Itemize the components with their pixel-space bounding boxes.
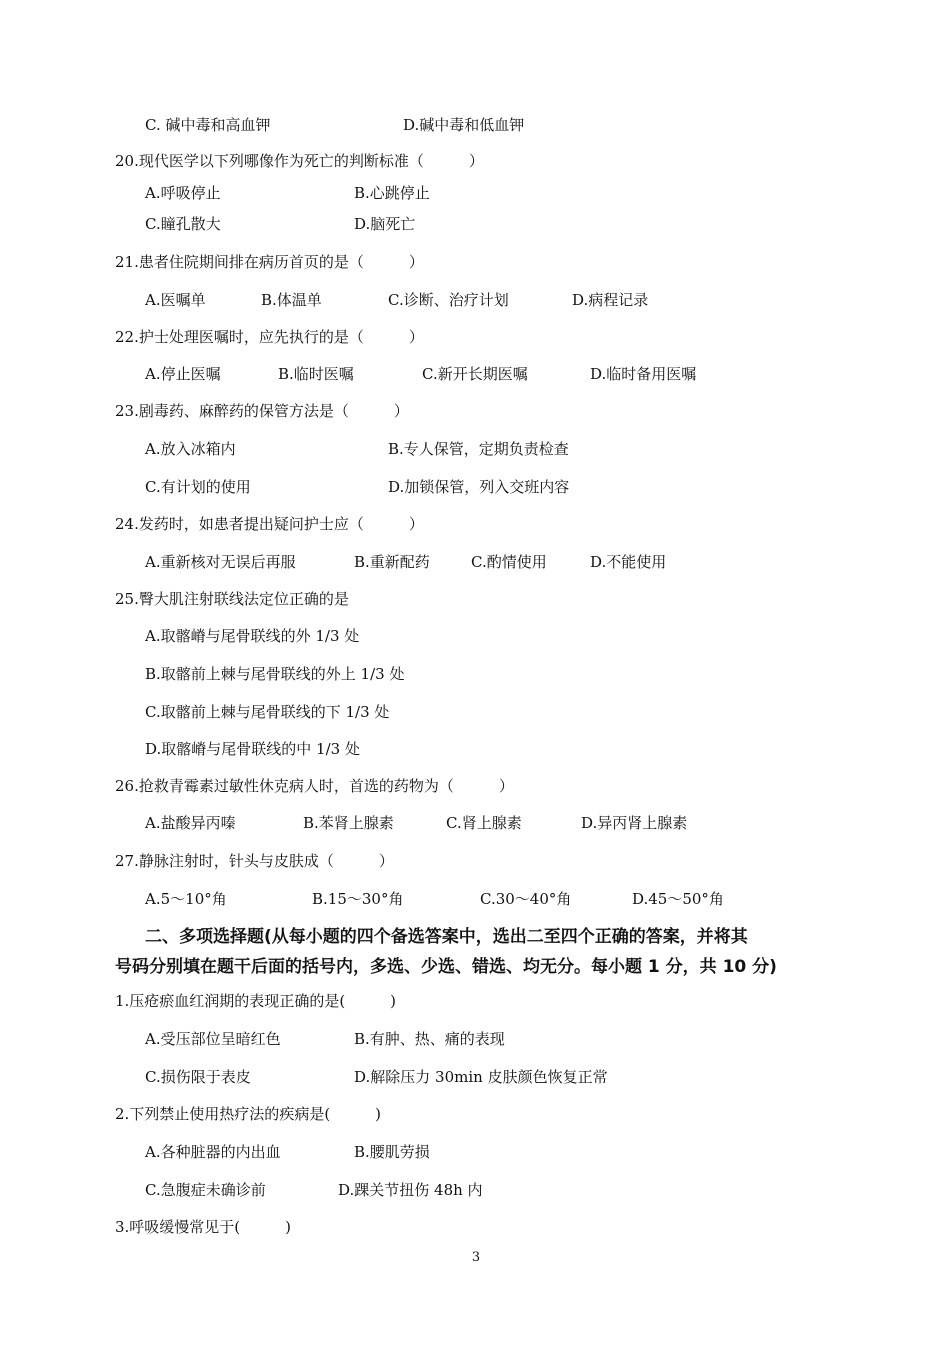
section-2-heading-line-2: 号码分别填在题干后面的括号内，多选、少选、错选、均无分。每小题 1 分，共 10 分) bbox=[115, 957, 777, 977]
q26-option-c: C.肾上腺素 bbox=[446, 814, 522, 832]
q20-option-c: C.瞳孔散大 bbox=[145, 215, 221, 233]
q24-option-d: D.不能使用 bbox=[590, 553, 667, 571]
q22-option-a: A.停止医嘱 bbox=[145, 365, 221, 383]
q21-option-b: B.体温单 bbox=[261, 291, 322, 309]
m1-stem: 1.压疮瘀血红润期的表现正确的是( ) bbox=[115, 992, 397, 1010]
q27-option-b: B.15～30°角 bbox=[312, 890, 404, 908]
m3-stem: 3.呼吸缓慢常见于( ) bbox=[115, 1218, 292, 1236]
m2-option-d: D.踝关节扭伤 48h 内 bbox=[338, 1181, 483, 1199]
m1-option-c: C.损伤限于表皮 bbox=[145, 1068, 251, 1086]
q25-option-d: D.取髂嵴与尾骨联线的中 1/3 处 bbox=[145, 740, 360, 758]
q24-option-c: C.酌情使用 bbox=[471, 553, 547, 571]
q21-stem: 21.患者住院期间排在病历首页的是（ ） bbox=[115, 253, 424, 271]
q20-stem: 20.现代医学以下列哪像作为死亡的判断标准（ ） bbox=[115, 152, 484, 170]
section-2-heading-line-1: 二、多项选择题(从每小题的四个备选答案中，选出二至四个正确的答案，并将其 bbox=[145, 927, 748, 947]
q21-option-c: C.诊断、治疗计划 bbox=[388, 291, 509, 309]
q23-stem: 23.剧毒药、麻醉药的保管方法是（ ） bbox=[115, 402, 409, 420]
q25-option-c: C.取髂前上棘与尾骨联线的下 1/3 处 bbox=[145, 703, 390, 721]
page-number: 3 bbox=[471, 1250, 481, 1265]
q26-option-b: B.苯肾上腺素 bbox=[303, 814, 394, 832]
m2-option-b: B.腰肌劳损 bbox=[354, 1143, 430, 1161]
m1-option-a: A.受压部位呈暗红色 bbox=[145, 1030, 281, 1048]
m1-option-b: B.有肿、热、痛的表现 bbox=[354, 1030, 505, 1048]
m2-stem: 2.下列禁止使用热疗法的疾病是( ) bbox=[115, 1105, 382, 1123]
q25-option-a: A.取髂嵴与尾骨联线的外 1/3 处 bbox=[145, 627, 360, 645]
q23-option-c: C.有计划的使用 bbox=[145, 478, 251, 496]
q23-option-d: D.加锁保管，列入交班内容 bbox=[388, 478, 570, 496]
q19-option-c: C. 碱中毒和高血钾 bbox=[145, 116, 271, 134]
q27-option-a: A.5～10°角 bbox=[145, 890, 227, 908]
q22-option-d: D.临时备用医嘱 bbox=[590, 365, 697, 383]
m2-option-a: A.各种脏器的内出血 bbox=[145, 1143, 281, 1161]
q24-option-b: B.重新配药 bbox=[354, 553, 430, 571]
q20-option-d: D.脑死亡 bbox=[354, 215, 416, 233]
q26-option-a: A.盐酸异丙嗪 bbox=[145, 814, 236, 832]
q26-stem: 26.抢救青霉素过敏性休克病人时，首选的药物为（ ） bbox=[115, 777, 514, 795]
q23-option-b: B.专人保管，定期负责检查 bbox=[388, 440, 569, 458]
q19-option-d: D.碱中毒和低血钾 bbox=[403, 116, 525, 134]
q26-option-d: D.异丙肾上腺素 bbox=[581, 814, 688, 832]
q22-stem: 22.护士处理医嘱时，应先执行的是（ ） bbox=[115, 328, 424, 346]
q24-option-a: A.重新核对无误后再服 bbox=[145, 553, 296, 571]
q24-stem: 24.发药时，如患者提出疑问护士应（ ） bbox=[115, 515, 424, 533]
q23-option-a: A.放入冰箱内 bbox=[145, 440, 236, 458]
q27-stem: 27.静脉注射时，针头与皮肤成（ ） bbox=[115, 852, 394, 870]
section-2-heading bbox=[115, 922, 845, 982]
q22-option-b: B.临时医嘱 bbox=[278, 365, 354, 383]
m2-option-c: C.急腹症未确诊前 bbox=[145, 1181, 266, 1199]
m1-option-d: D.解除压力 30min 皮肤颜色恢复正常 bbox=[354, 1068, 608, 1086]
q27-option-d: D.45～50°角 bbox=[632, 890, 724, 908]
q25-option-b: B.取髂前上棘与尾骨联线的外上 1/3 处 bbox=[145, 665, 405, 683]
q25-stem: 25.臀大肌注射联线法定位正确的是 bbox=[115, 590, 349, 608]
q20-option-b: B.心跳停止 bbox=[354, 184, 430, 202]
q22-option-c: C.新开长期医嘱 bbox=[422, 365, 528, 383]
q20-option-a: A.呼吸停止 bbox=[145, 184, 221, 202]
q21-option-d: D.病程记录 bbox=[572, 291, 649, 309]
q27-option-c: C.30～40°角 bbox=[480, 890, 572, 908]
q21-option-a: A.医嘱单 bbox=[145, 291, 206, 309]
